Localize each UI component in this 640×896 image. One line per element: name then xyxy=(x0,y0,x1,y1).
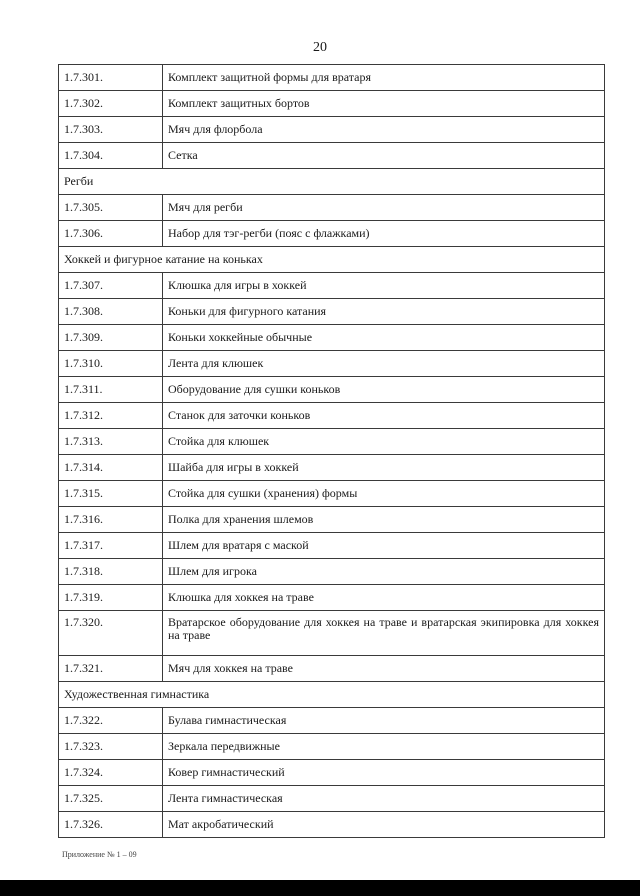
item-code: 1.7.303. xyxy=(59,117,163,143)
item-name: Булава гимнастическая xyxy=(163,708,605,734)
table-row xyxy=(59,65,605,91)
item-code: 1.7.308. xyxy=(59,299,163,325)
table-row xyxy=(59,611,605,656)
item-name: Шайба для игры в хоккей xyxy=(163,455,605,481)
item-name: Мат акробатический xyxy=(163,812,605,838)
item-name: Шлем для вратаря с маской xyxy=(163,533,605,559)
table-row xyxy=(59,351,605,377)
item-code: 1.7.313. xyxy=(59,429,163,455)
page-number: 20 xyxy=(313,40,327,55)
table-row xyxy=(59,533,605,559)
item-name: Лента гимнастическая xyxy=(163,786,605,812)
table-row xyxy=(59,481,605,507)
section-row xyxy=(59,682,605,708)
table-row xyxy=(59,325,605,351)
item-name: Набор для тэг-регби (пояс с флажками) xyxy=(163,221,605,247)
table-row xyxy=(59,117,605,143)
item-name: Зеркала передвижные xyxy=(163,734,605,760)
item-code: 1.7.312. xyxy=(59,403,163,429)
item-name: Оборудование для сушки коньков xyxy=(163,377,605,403)
table-row xyxy=(59,708,605,734)
table-row xyxy=(59,299,605,325)
item-code: 1.7.325. xyxy=(59,786,163,812)
item-name: Стойка для сушки (хранения) формы xyxy=(163,481,605,507)
item-code: 1.7.302. xyxy=(59,91,163,117)
table-row xyxy=(59,273,605,299)
item-code: 1.7.310. xyxy=(59,351,163,377)
item-name: Шлем для игрока xyxy=(163,559,605,585)
item-name: Комплект защитной формы для вратаря xyxy=(163,65,605,91)
item-name: Клюшка для игры в хоккей xyxy=(163,273,605,299)
table-row xyxy=(59,656,605,682)
item-code: 1.7.319. xyxy=(59,585,163,611)
item-name: Лента для клюшек xyxy=(163,351,605,377)
table-row xyxy=(59,221,605,247)
item-name: Ковер гимнастический xyxy=(163,760,605,786)
section-title: Художественная гимнастика xyxy=(59,682,605,708)
item-code: 1.7.305. xyxy=(59,195,163,221)
table-row xyxy=(59,585,605,611)
section-title: Хоккей и фигурное катание на коньках xyxy=(59,247,605,273)
item-name: Комплект защитных бортов xyxy=(163,91,605,117)
item-name: Вратарское оборудование для хоккея на траве и вратарская экипировка для хоккея на траве xyxy=(163,611,605,656)
table-row xyxy=(59,559,605,585)
table-row xyxy=(59,429,605,455)
item-code: 1.7.301. xyxy=(59,65,163,91)
table-row xyxy=(59,734,605,760)
section-row xyxy=(59,169,605,195)
item-name: Мяч для хоккея на траве xyxy=(163,656,605,682)
table-row xyxy=(59,786,605,812)
item-code: 1.7.321. xyxy=(59,656,163,682)
item-code: 1.7.311. xyxy=(59,377,163,403)
table-row xyxy=(59,760,605,786)
item-code: 1.7.322. xyxy=(59,708,163,734)
table-row xyxy=(59,403,605,429)
item-name: Коньки для фигурного катания xyxy=(163,299,605,325)
table-row xyxy=(59,377,605,403)
item-name: Станок для заточки коньков xyxy=(163,403,605,429)
table-row xyxy=(59,507,605,533)
item-code: 1.7.324. xyxy=(59,760,163,786)
table-row xyxy=(59,195,605,221)
page-footer: Приложение № 1 – 09 xyxy=(62,850,137,859)
table-row xyxy=(59,91,605,117)
item-code: 1.7.309. xyxy=(59,325,163,351)
item-code: 1.7.320. xyxy=(59,611,163,656)
item-name: Коньки хоккейные обычные xyxy=(163,325,605,351)
item-name: Мяч для флорбола xyxy=(163,117,605,143)
table-row xyxy=(59,812,605,838)
scan-edge xyxy=(0,880,640,896)
item-name: Сетка xyxy=(163,143,605,169)
table-row xyxy=(59,143,605,169)
section-row xyxy=(59,247,605,273)
item-code: 1.7.304. xyxy=(59,143,163,169)
item-code: 1.7.315. xyxy=(59,481,163,507)
item-name: Стойка для клюшек xyxy=(163,429,605,455)
item-name: Клюшка для хоккея на траве xyxy=(163,585,605,611)
item-code: 1.7.326. xyxy=(59,812,163,838)
table-body xyxy=(59,65,605,838)
item-code: 1.7.307. xyxy=(59,273,163,299)
section-title: Регби xyxy=(59,169,605,195)
item-name: Мяч для регби xyxy=(163,195,605,221)
item-code: 1.7.318. xyxy=(59,559,163,585)
item-code: 1.7.314. xyxy=(59,455,163,481)
table-row xyxy=(59,455,605,481)
item-code: 1.7.306. xyxy=(59,221,163,247)
item-code: 1.7.323. xyxy=(59,734,163,760)
item-code: 1.7.317. xyxy=(59,533,163,559)
equipment-table xyxy=(58,64,605,838)
item-code: 1.7.316. xyxy=(59,507,163,533)
item-name: Полка для хранения шлемов xyxy=(163,507,605,533)
